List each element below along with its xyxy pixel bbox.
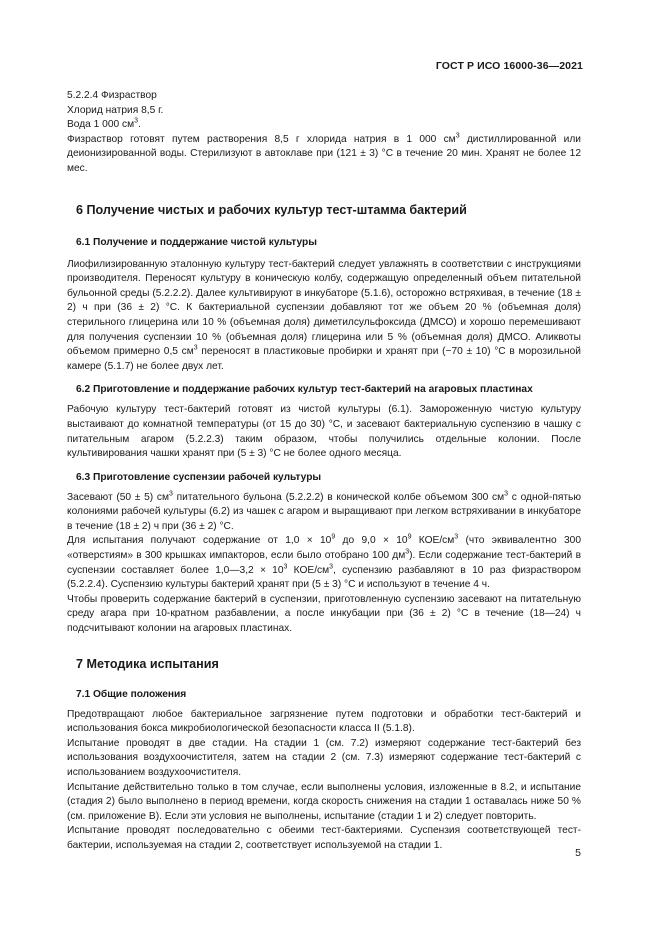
section-6-3-paragraph-3: Чтобы проверить содержание бактерий в суспензии, приготовленную суспензию засевают на питательную среду агара при 10-кратном разбавлении, а после инкубации при (36 ± 2) °С в течение (18—24) ч подсчитывают колонии на агаровых пластинах. bbox=[67, 593, 581, 635]
section-6-1-heading: 6.1 Получение и поддержание чистой культуры bbox=[76, 236, 317, 248]
section-7-1-paragraph-4: Испытание проводят последовательно с обеими тест-бактериями. Суспензия соответствующей тест-бактерии, используемая на стадии 2, соответствует используемой на стадии 1. bbox=[67, 825, 581, 851]
section-7-1-paragraph-2: Испытание проводят в две стадии. На стадии 1 (см. 7.2) измеряют содержание тест-бактерий без использования воздухоочистителя, затем на стадии 2 (см. 7.3) измеряют содержание тест-бактерий с использованием воздухоочистителя. bbox=[67, 737, 581, 778]
ingredient-sodium-chloride: Хлорид натрия 8,5 г. bbox=[67, 104, 164, 116]
subsection-heading-5-2-2-4: 5.2.2.4 Физраствор bbox=[67, 90, 157, 101]
section-6-heading: 6 Получение чистых и рабочих культур тест-штамма бактерий bbox=[76, 202, 467, 217]
ingredient-water: Вода 1 000 $см^3$. bbox=[67, 117, 141, 131]
section-6-3-paragraph-1: Засевают (50 ± 5) $см^3$ питательного бульона (5.2.2.2) в конической колбе объемом 300 $см^3$ с одной-пятью колониями рабочей культуры (6.2) из чашек с агаром и выращивают при легком встряхивании в инкубаторе в течение (18 ± 2) ч при (36 ± 2) °С. bbox=[67, 490, 582, 532]
section-7-1-paragraph-3: Испытание действительно только в том случае, если выполнены условия, изложенные в 8.2, и испытание (стадия 2) было выполнено в период времени, когда скорость снижения на стадии 1 оставалась ниже 50 % (см. приложение В). Если эти условия не выполнены, испытание (стадии 1 и 2) следует повторить. bbox=[67, 781, 581, 822]
section-6-2-paragraph: Рабочую культуру тест-бактерий готовят из чистой культуры (6.1). Замороженную чистую культуру выстаивают до комнатной температуры (от 15 до 30) °С, и засевают бактериальную суспензию в чашку с питательным агаром (5.2.2.3) таким образом, чтобы получились отдельные колонии. После культивирования чашки хранят при (5 ± 3) °С не более одного месяца. bbox=[67, 404, 581, 460]
section-6-3-paragraph-2: Для испытания получают содержание от $1,0 \times 10^9$ до $9,0 \times 10^9$ КОЕ/$см^3$ (что эквивалентно 300 «отверстиям» в 300 крышках импакторов, если было отобрано 100 $дм^3$). Если содержание тест-бактерий в суспензии составляет более 1,0—3,2 × $10^3$ КОЕ/$см^3$, суспензию разбавляют в 10 раз физраствором (5.2.2.4). Суспензию культуры бактерий хранят при (5 ± 3) °С и используют в течение 4 ч. bbox=[67, 534, 581, 591]
document-code: ГОСТ Р ИСО 16000-36—2021 bbox=[435, 60, 583, 72]
section-6-3-heading: 6.3 Приготовление суспензии рабочей культуры bbox=[76, 471, 322, 483]
section-7-1-heading: 7.1 Общие положения bbox=[76, 688, 187, 700]
saline-preparation-paragraph: Физраствор готовят путем растворения 8,5 г хлорида натрия в 1 000 $см^3$ дистиллированной или деионизированной воды. Стерилизуют в автоклаве при (121 ± 3) °С в течение 20 мин. Хранят не более 12 мес. bbox=[67, 132, 581, 174]
section-6-2-heading: 6.2 Приготовление и поддержание рабочих культур тест-бактерий на агаровых пластинах bbox=[76, 384, 533, 396]
section-7-heading: 7 Методика испытания bbox=[76, 656, 219, 671]
section-7-1-paragraph-1: Предотвращают любое бактериальное загрязнение путем подготовки и обработки тест-бактерий и использования бокса микробиологической безопасности класса II (5.1.8). bbox=[67, 708, 581, 735]
page-content bbox=[67, 89, 581, 854]
page-number: 5 bbox=[575, 847, 581, 859]
section-5-2-2-4 bbox=[67, 89, 581, 177]
section-6-1-paragraph: Лиофилизированную эталонную культуру тест-бактерий следует увлажнять в соответствии с инструкциями производителя. Переносят культуру в коническую колбу, содержащую определенный объем питательной бульонной среды (5.2.2.2). Далее культивируют в инкубаторе (5.1.6), осторожно встряхивая, в течение (18 ± 2) ч при (36 ± 2) °С. К бактериальной суспензии добавляют тот же объем 20 % (объемная доля) стерильного глицерина или 10 % (объемная доля) диметилсульфоксида (ДМСО) и хорошо перемешивают для получения суспензии 10 % (объемная доля) глицерина или 5 % (объемная доля) ДМСО. Аликвоты объемом примерно 0,5 $см^3$ переносят в пластиковые пробирки и хранят при (−70 ± 10) °С в морозильной камере (5.1.7) не более двух лет. bbox=[67, 258, 581, 372]
